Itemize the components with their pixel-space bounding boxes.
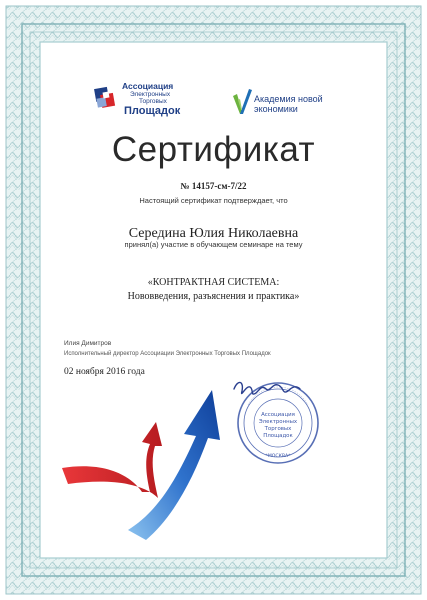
aetp-logo [92,81,222,121]
recipient-name: Середина Юлия Николаевна [128,226,299,241]
signer-name: Илия Димитров [64,340,112,347]
svg-text:Ассоциация: Ассоциация [261,412,295,418]
certificate-title: Сертификат [111,130,316,169]
participation-text: принял(а) участие в обучающем семинаре на тему [124,240,303,249]
seminar-topic-line1: «КОНТРАКТНАЯ СИСТЕМА: [147,277,280,288]
confirm-text: Настоящий сертификат подтверждает, что [139,196,288,205]
aetp-logo-line1: Ассоциация [122,81,174,91]
ane-logo-line2: экономики [254,104,298,114]
ane-logo-line1: Академия новой [254,94,323,104]
blue-arrow [128,390,220,540]
red-arrow [62,422,162,498]
seminar-topic-line2: Нововведения, разъяснения и практика» [127,291,300,302]
svg-text:Площадок: Площадок [263,433,293,439]
aetp-logo-line3: Торговых [139,98,167,105]
signer-title: Исполнительный директор Ассоциации Электронных Торговых Площадок [64,351,271,357]
certificate-number: № 14157-см-7/22 [180,181,247,191]
issue-date: 02 ноября 2016 года [64,367,145,377]
aetp-logo-mark [92,85,122,115]
svg-text:Торговых: Торговых [264,426,292,432]
aetp-logo-line2: Электронных [130,91,171,98]
aetp-logo-line4: Площадок [124,105,181,117]
ane-logo [231,86,351,122]
svg-text:*МОСКВА*: *МОСКВА* [265,454,291,459]
organization-seal [228,375,320,467]
svg-text:Электронных: Электронных [258,419,298,425]
ane-logo-mark [231,86,253,120]
